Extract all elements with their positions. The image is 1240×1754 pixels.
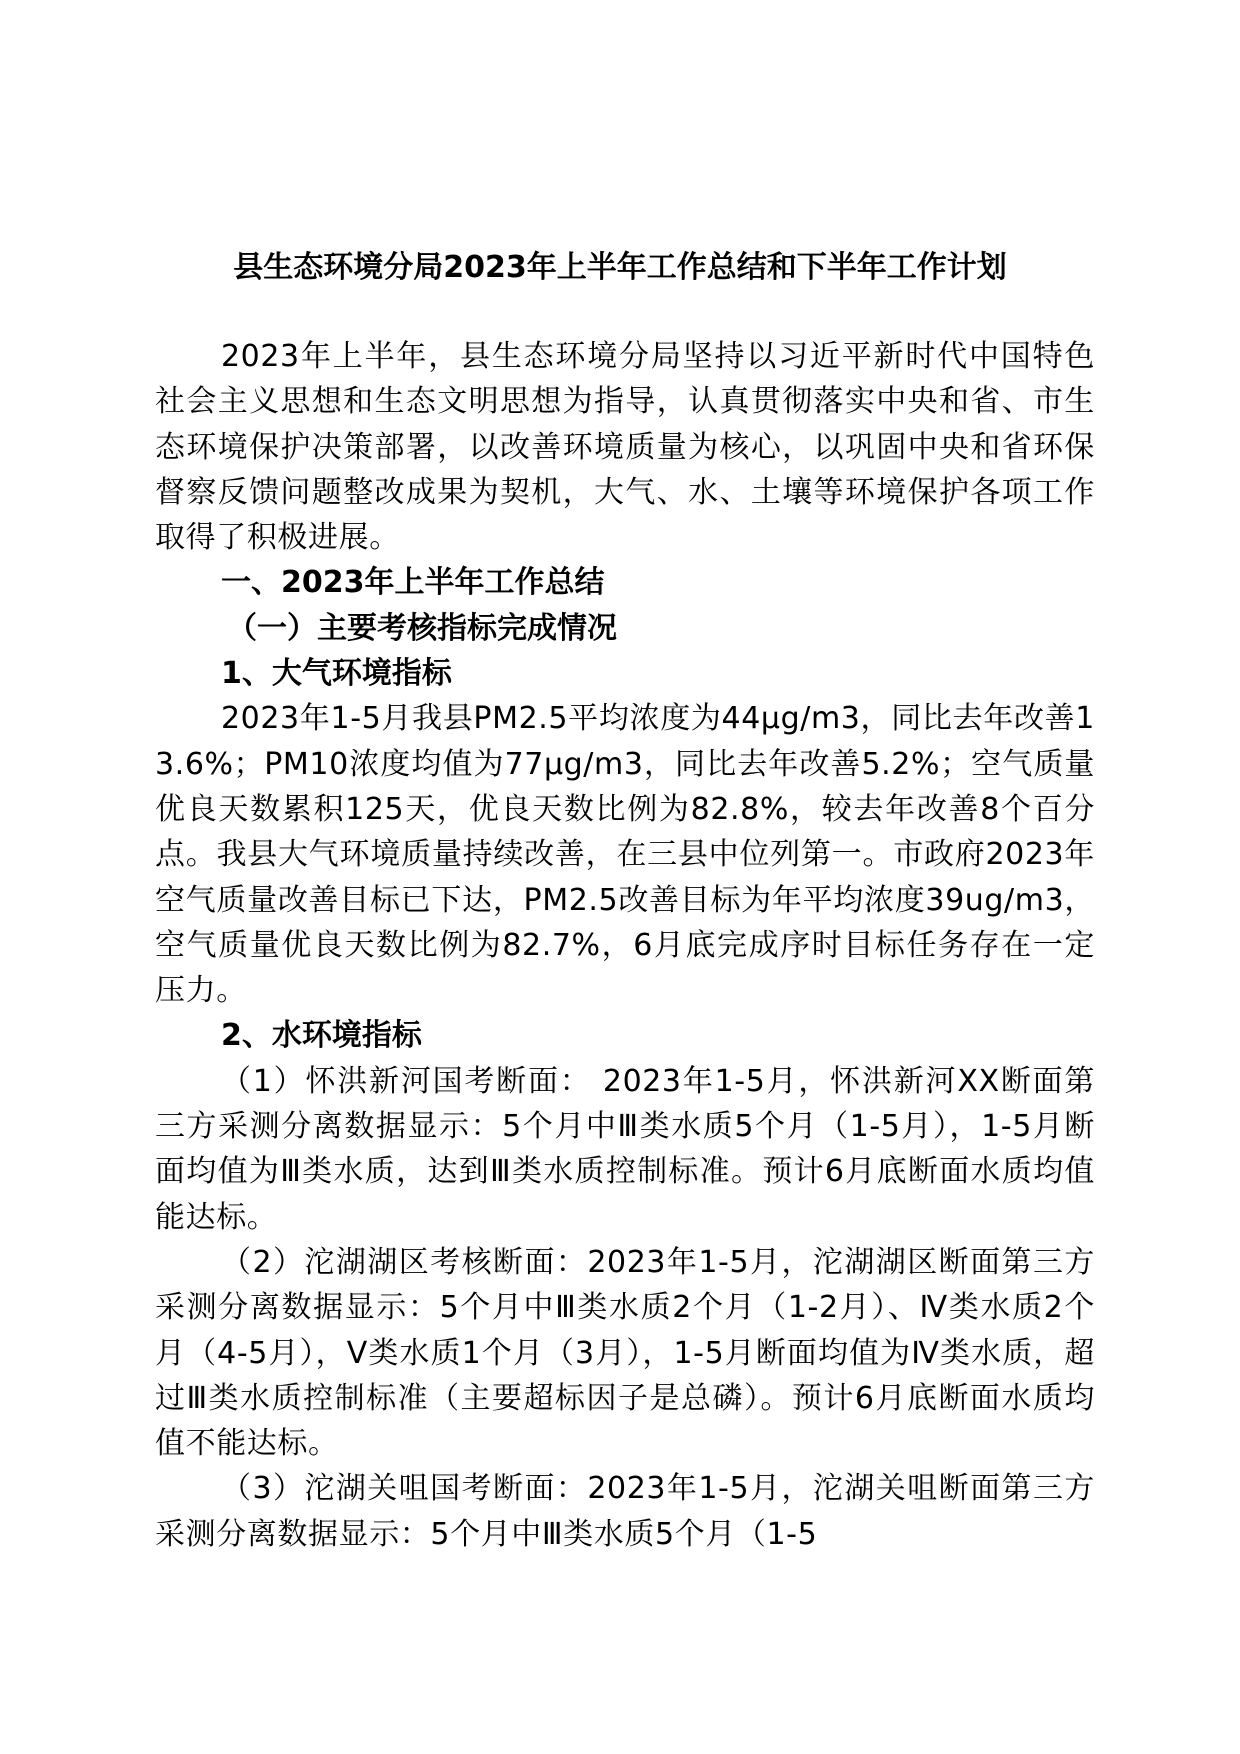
air-indicator-paragraph: 2023年1-5月我县PM2.5平均浓度为44μg/m3，同比去年改善13.6%；PM10浓度均值为77μg/m3，同比去年改善5.2%；空气质量优良天数累积125天，优良天数比例为82.8%，较去年改善8个百分点。我县大气环境质量持续改善，在三县中位列第一。市政府2023年空气质量改善目标已下达，PM2.5改善目标为年平均浓度39ug/m3，空气质量优良天数比例为82.7%，6月底完成序时目标任务存在一定压力。 <box>155 701 1095 1009</box>
intro-paragraph: 2023年上半年，县生态环境分局坚持以习近平新时代中国特色社会主义思想和生态文明思想为指导，认真贯彻落实中央和省、市生态环境保护决策部署，以改善环境质量为核心，以巩固中央和省环保督察反馈问题整改成果为契机，大气、水、土壤等环境保护各项工作取得了积极进展。 <box>155 339 1095 556</box>
subsection-heading-indicators: （一）主要考核指标完成情况 <box>227 610 617 646</box>
section-heading-summary: 一、2023年上半年工作总结 <box>221 565 605 601</box>
water-paragraph-huaihong: （1）怀洪新河国考断面： 2023年1-5月，怀洪新河XX断面第三方采测分离数据显示：5个月中Ⅲ类水质5个月（1-5月），1-5月断面均值为Ⅲ类水质，达到Ⅲ类水质控制标准。预计6月底断面水质均值能达标。 <box>155 1063 1095 1235</box>
document-body <box>155 334 1095 1557</box>
water-paragraph-tuohu-lake: （2）沱湖湖区考核断面：2023年1-5月，沱湖湖区断面第三方采测分离数据显示：5个月中Ⅲ类水质2个月（1-2月）、Ⅳ类水质2个月（4-5月），Ⅴ类水质1个月（3月），1-5月断面均值为Ⅳ类水质，超过Ⅲ类水质控制标准（主要超标因子是总磷）。预计6月底断面水质均值不能达标。 <box>155 1244 1095 1462</box>
item-heading-air: 1、大气环境指标 <box>221 656 452 692</box>
water-paragraph-tuohu-guanju: （3）沱湖关咀国考断面：2023年1-5月，沱湖关咀断面第三方采测分离数据显示：5个月中Ⅲ类水质5个月（1-5 <box>155 1471 1095 1552</box>
item-heading-water: 2、水环境指标 <box>221 1018 422 1054</box>
document-title: 县生态环境分局2023年上半年工作总结和下半年工作计划 <box>233 250 1007 285</box>
